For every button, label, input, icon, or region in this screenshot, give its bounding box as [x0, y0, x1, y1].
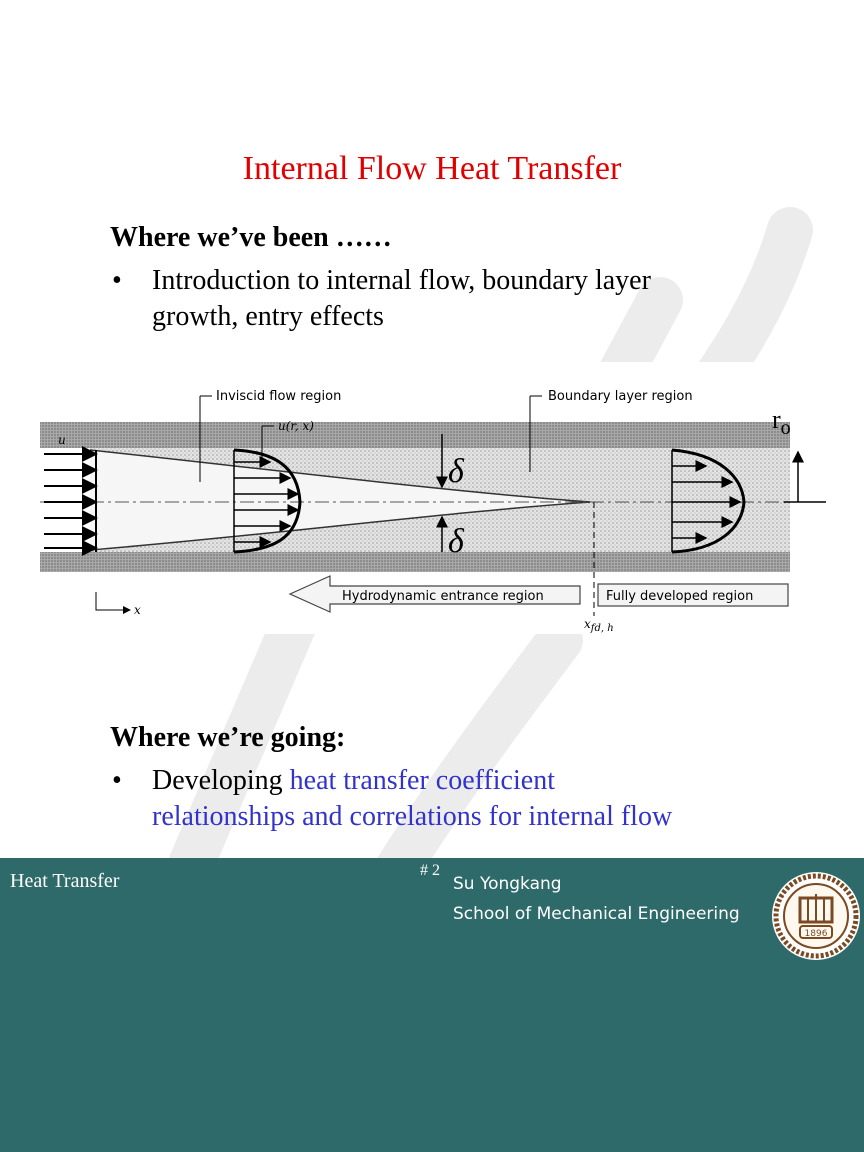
school-name: School of Mechanical Engineering — [453, 904, 740, 924]
footer-bar — [0, 858, 864, 1152]
university-seal-icon — [770, 870, 862, 962]
label-inviscid: Inviscid flow region — [216, 389, 342, 404]
label-developed: Fully developed region — [606, 589, 754, 604]
bullet-text-future — [152, 763, 672, 835]
section-heading-future: Where we’re going: — [110, 722, 346, 753]
plain-text: Developing — [152, 765, 290, 796]
bullet-line — [152, 763, 672, 799]
label-x: x — [134, 603, 141, 617]
label-entrance: Hydrodynamic entrance region — [342, 589, 544, 604]
highlight-text: heat transfer coefficient — [289, 765, 555, 796]
section-heading-past: Where we’ve been …… — [110, 222, 392, 253]
bullet-line: Introduction to internal flow, boundary layer — [152, 265, 651, 296]
logo-year: 1896 — [804, 929, 828, 939]
label-radius: $r_o$ — [772, 405, 791, 439]
label-velocity: u(r, x) — [278, 419, 314, 433]
bullet-text-past — [152, 263, 651, 335]
page-number: # 2 — [420, 862, 440, 879]
author-name: Su Yongkang — [453, 874, 562, 894]
bullet-dot: • — [112, 265, 122, 296]
pipe-wall-bottom — [40, 552, 790, 572]
boundary-layer-figure — [0, 362, 864, 634]
label-u: u — [58, 433, 66, 447]
bullet-dot: • — [112, 765, 122, 796]
pipe-wall-top — [40, 422, 790, 448]
highlight-text: relationships and correlations for internal flow — [152, 801, 673, 832]
slide-title: Internal Flow Heat Transfer — [242, 150, 622, 187]
label-delta-top: δ — [448, 453, 464, 490]
course-name: Heat Transfer — [10, 870, 120, 892]
label-delta-bottom: δ — [448, 523, 464, 560]
label-xfd: $x_{fd, h}$ — [584, 617, 614, 634]
label-boundary: Boundary layer region — [548, 389, 693, 404]
bullet-line: growth, entry effects — [152, 301, 384, 332]
